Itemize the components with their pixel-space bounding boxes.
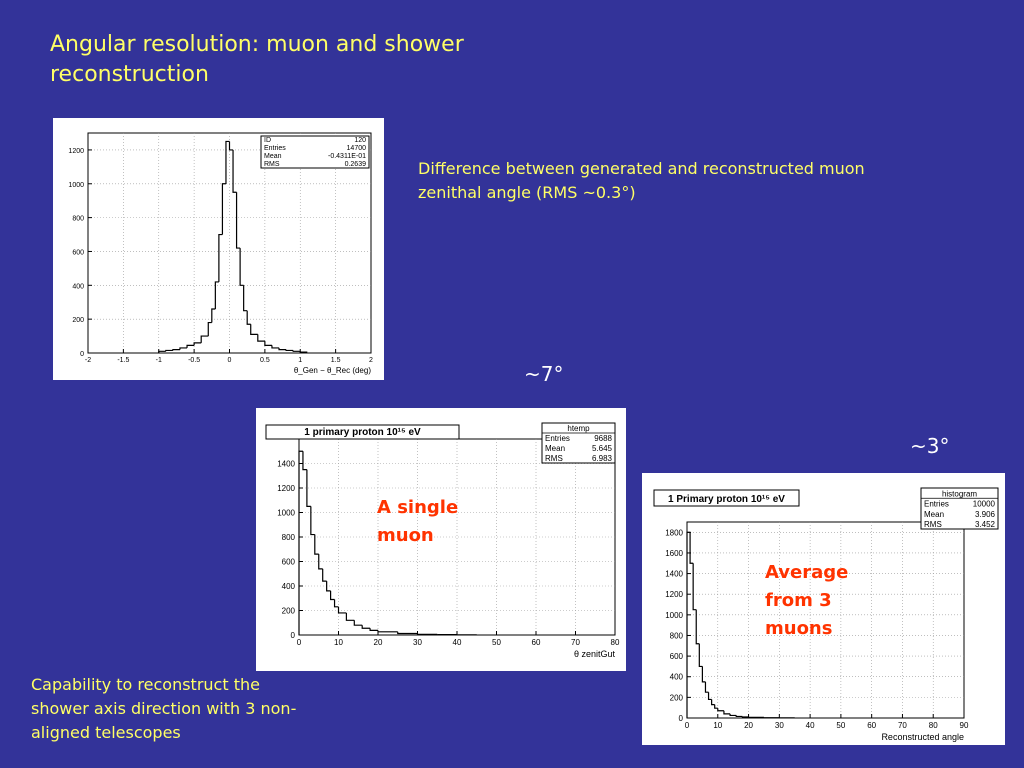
histogram-bin xyxy=(247,311,251,325)
histogram-bin xyxy=(265,341,272,345)
angle-label-7: ~7° xyxy=(524,362,564,386)
x-tick-label: -2 xyxy=(84,357,92,364)
histogram-bin xyxy=(354,620,362,625)
single-muon-note: A single muon xyxy=(377,497,459,546)
stats-value: 14700 xyxy=(346,145,366,152)
average-muons-note: Average from 3 muons xyxy=(765,562,849,639)
stats-value: 9688 xyxy=(594,434,612,443)
stats-value: 3.906 xyxy=(974,509,995,519)
y-tick-label: 1200 xyxy=(665,590,683,600)
stats-value: 10000 xyxy=(972,499,995,509)
muon-resolution-svg xyxy=(53,118,384,380)
histogram-bin xyxy=(286,350,293,351)
x-axis-label: θ_Gen − θ_Rec (deg) xyxy=(293,366,371,375)
stats-name: htemp xyxy=(567,424,590,433)
x-tick-label: 30 xyxy=(774,721,784,730)
histogram-bin xyxy=(693,563,696,609)
histogram-bin xyxy=(244,285,248,310)
muon-description: Difference between generated and reconstructed muon zenithal angle (RMS ~0.3°) xyxy=(418,159,865,202)
histogram-bin xyxy=(346,613,354,620)
x-tick-label: 0 xyxy=(296,638,302,647)
y-tick-label: 1200 xyxy=(277,484,295,493)
y-tick-label: 1400 xyxy=(277,459,295,469)
histogram-bin xyxy=(339,607,347,613)
stats-key: RMS xyxy=(264,161,280,168)
histogram-bin xyxy=(730,714,736,716)
histogram-bin xyxy=(311,506,315,534)
y-tick-label: 1400 xyxy=(665,569,683,579)
histogram-bin xyxy=(699,644,702,667)
stats-key: ID xyxy=(264,137,271,144)
histogram-bin xyxy=(180,348,187,350)
histogram-bin xyxy=(240,248,244,285)
chart-title: 1 primary proton 10¹⁵ eV xyxy=(304,427,421,438)
stats-key: Mean xyxy=(924,509,945,519)
x-tick-label: 70 xyxy=(571,638,580,647)
histogram-bin xyxy=(222,184,226,235)
stats-key: Mean xyxy=(545,444,566,453)
y-tick-label: 800 xyxy=(72,215,84,223)
histogram-bin xyxy=(258,334,265,341)
histogram-bin xyxy=(709,692,712,699)
x-tick-label: 20 xyxy=(744,721,754,730)
histogram-bin xyxy=(299,451,303,635)
x-tick-label: 10 xyxy=(713,721,723,730)
x-tick-label: -0.5 xyxy=(188,357,201,364)
y-tick-label: 600 xyxy=(281,557,295,567)
x-tick-label: 1.5 xyxy=(330,357,341,364)
x-tick-label: 40 xyxy=(805,721,815,730)
histogram-bin xyxy=(194,343,201,346)
shower-description: Capability to reconstruct the shower axis direction with 3 non-aligned telescopes xyxy=(31,675,297,742)
histogram-bin xyxy=(233,150,237,192)
histogram-bin xyxy=(323,569,327,581)
x-tick-label: 30 xyxy=(413,638,422,647)
histogram-bin xyxy=(315,535,319,555)
x-tick-label: 60 xyxy=(531,638,541,647)
x-tick-label: 20 xyxy=(373,638,383,647)
y-tick-label: 1200 xyxy=(68,147,84,155)
muon-resolution-plot xyxy=(53,118,384,380)
histogram-bin xyxy=(303,451,307,469)
histogram-bin xyxy=(362,625,370,628)
histogram-bin xyxy=(173,350,180,351)
histogram-bin xyxy=(201,336,208,343)
y-tick-label: 0 xyxy=(290,631,295,640)
x-tick-label: 70 xyxy=(897,721,907,730)
histogram-bin xyxy=(335,599,339,606)
histogram-bin xyxy=(378,630,398,631)
y-tick-label: 0 xyxy=(678,714,683,723)
x-tick-label: 10 xyxy=(334,638,343,647)
y-tick-label: 800 xyxy=(669,631,683,641)
stats-value: 5.645 xyxy=(591,444,612,453)
histogram-bin xyxy=(331,591,335,600)
x-tick-label: 60 xyxy=(867,721,877,730)
histogram-bin xyxy=(212,309,216,323)
histogram-bin xyxy=(187,345,194,348)
x-tick-label: 0 xyxy=(684,721,690,730)
stats-key: Entries xyxy=(264,145,286,152)
x-tick-label: 40 xyxy=(452,638,462,647)
histogram-bin xyxy=(215,282,219,309)
y-tick-label: 200 xyxy=(669,693,683,703)
histogram-bin xyxy=(398,632,418,634)
histogram-bin xyxy=(293,350,300,351)
histogram-bin xyxy=(705,682,708,692)
y-tick-label: 1000 xyxy=(68,181,84,189)
stats-value: -0.4311E-01 xyxy=(327,153,366,160)
stats-value: 120 xyxy=(354,137,366,144)
histogram-bin xyxy=(219,235,223,282)
stats-value: 0.2639 xyxy=(344,161,366,168)
stats-value: 3.452 xyxy=(974,520,995,529)
y-tick-label: 1000 xyxy=(277,508,295,518)
y-tick-label: 800 xyxy=(281,533,295,542)
x-tick-label: 50 xyxy=(836,721,846,730)
histogram-bin xyxy=(696,610,699,644)
histogram-bin xyxy=(712,699,715,704)
x-tick-label: 0.5 xyxy=(260,357,270,364)
x-tick-label: 1 xyxy=(298,357,303,364)
x-tick-label: 80 xyxy=(610,638,620,647)
histogram-bin xyxy=(736,715,742,716)
x-tick-label: -1.5 xyxy=(117,357,130,364)
y-tick-label: 0 xyxy=(80,351,84,358)
stats-value: 6.983 xyxy=(591,454,612,463)
y-tick-label: 400 xyxy=(72,283,84,291)
histogram-bin xyxy=(166,350,173,351)
y-tick-label: 1800 xyxy=(665,528,683,538)
y-tick-label: 600 xyxy=(669,652,683,662)
y-tick-label: 600 xyxy=(72,249,84,257)
x-axis-label: θ zenitGut xyxy=(573,649,615,659)
histogram-bin xyxy=(327,581,331,591)
y-tick-label: 1600 xyxy=(665,548,683,558)
histogram-bin xyxy=(370,628,378,630)
histogram-bin xyxy=(418,634,438,635)
y-tick-label: 200 xyxy=(72,317,84,325)
histogram-bin xyxy=(272,345,279,348)
histogram-bin xyxy=(279,348,286,350)
x-tick-label: 2 xyxy=(369,357,373,364)
histogram-bin xyxy=(702,666,705,681)
x-tick-label: 90 xyxy=(959,721,969,730)
x-tick-label: 80 xyxy=(928,721,938,730)
stats-name: histogram xyxy=(941,489,978,499)
stats-key: RMS xyxy=(545,454,563,463)
stats-key: RMS xyxy=(924,520,942,529)
histogram-bin xyxy=(208,323,212,337)
x-tick-label: 0 xyxy=(227,357,232,364)
y-tick-label: 1000 xyxy=(665,610,683,620)
x-tick-label: 50 xyxy=(492,638,501,647)
histogram-bin xyxy=(724,711,730,714)
stats-key: Entries xyxy=(924,499,949,509)
histogram-bin xyxy=(690,532,693,563)
x-tick-label: -1 xyxy=(155,357,162,364)
stats-key: Entries xyxy=(545,434,570,443)
chart-title: 1 Primary proton 10¹⁵ eV xyxy=(668,494,785,505)
histogram-bin xyxy=(718,708,724,711)
histogram-bin xyxy=(300,351,307,352)
histogram-bin xyxy=(742,716,748,717)
y-tick-label: 200 xyxy=(281,606,295,616)
histogram-bin xyxy=(251,324,258,334)
y-tick-label: 400 xyxy=(669,672,683,682)
histogram-bin xyxy=(230,141,234,149)
stats-key: Mean xyxy=(264,153,282,160)
slide-title: Angular resolution: muon and shower reconstruction xyxy=(50,32,464,87)
y-tick-label: 400 xyxy=(281,582,295,591)
x-axis-label: Reconstructed angle xyxy=(881,732,964,742)
angle-label-3: ~3° xyxy=(910,434,950,458)
histogram-bin xyxy=(237,192,241,248)
histogram-bin xyxy=(715,705,718,709)
